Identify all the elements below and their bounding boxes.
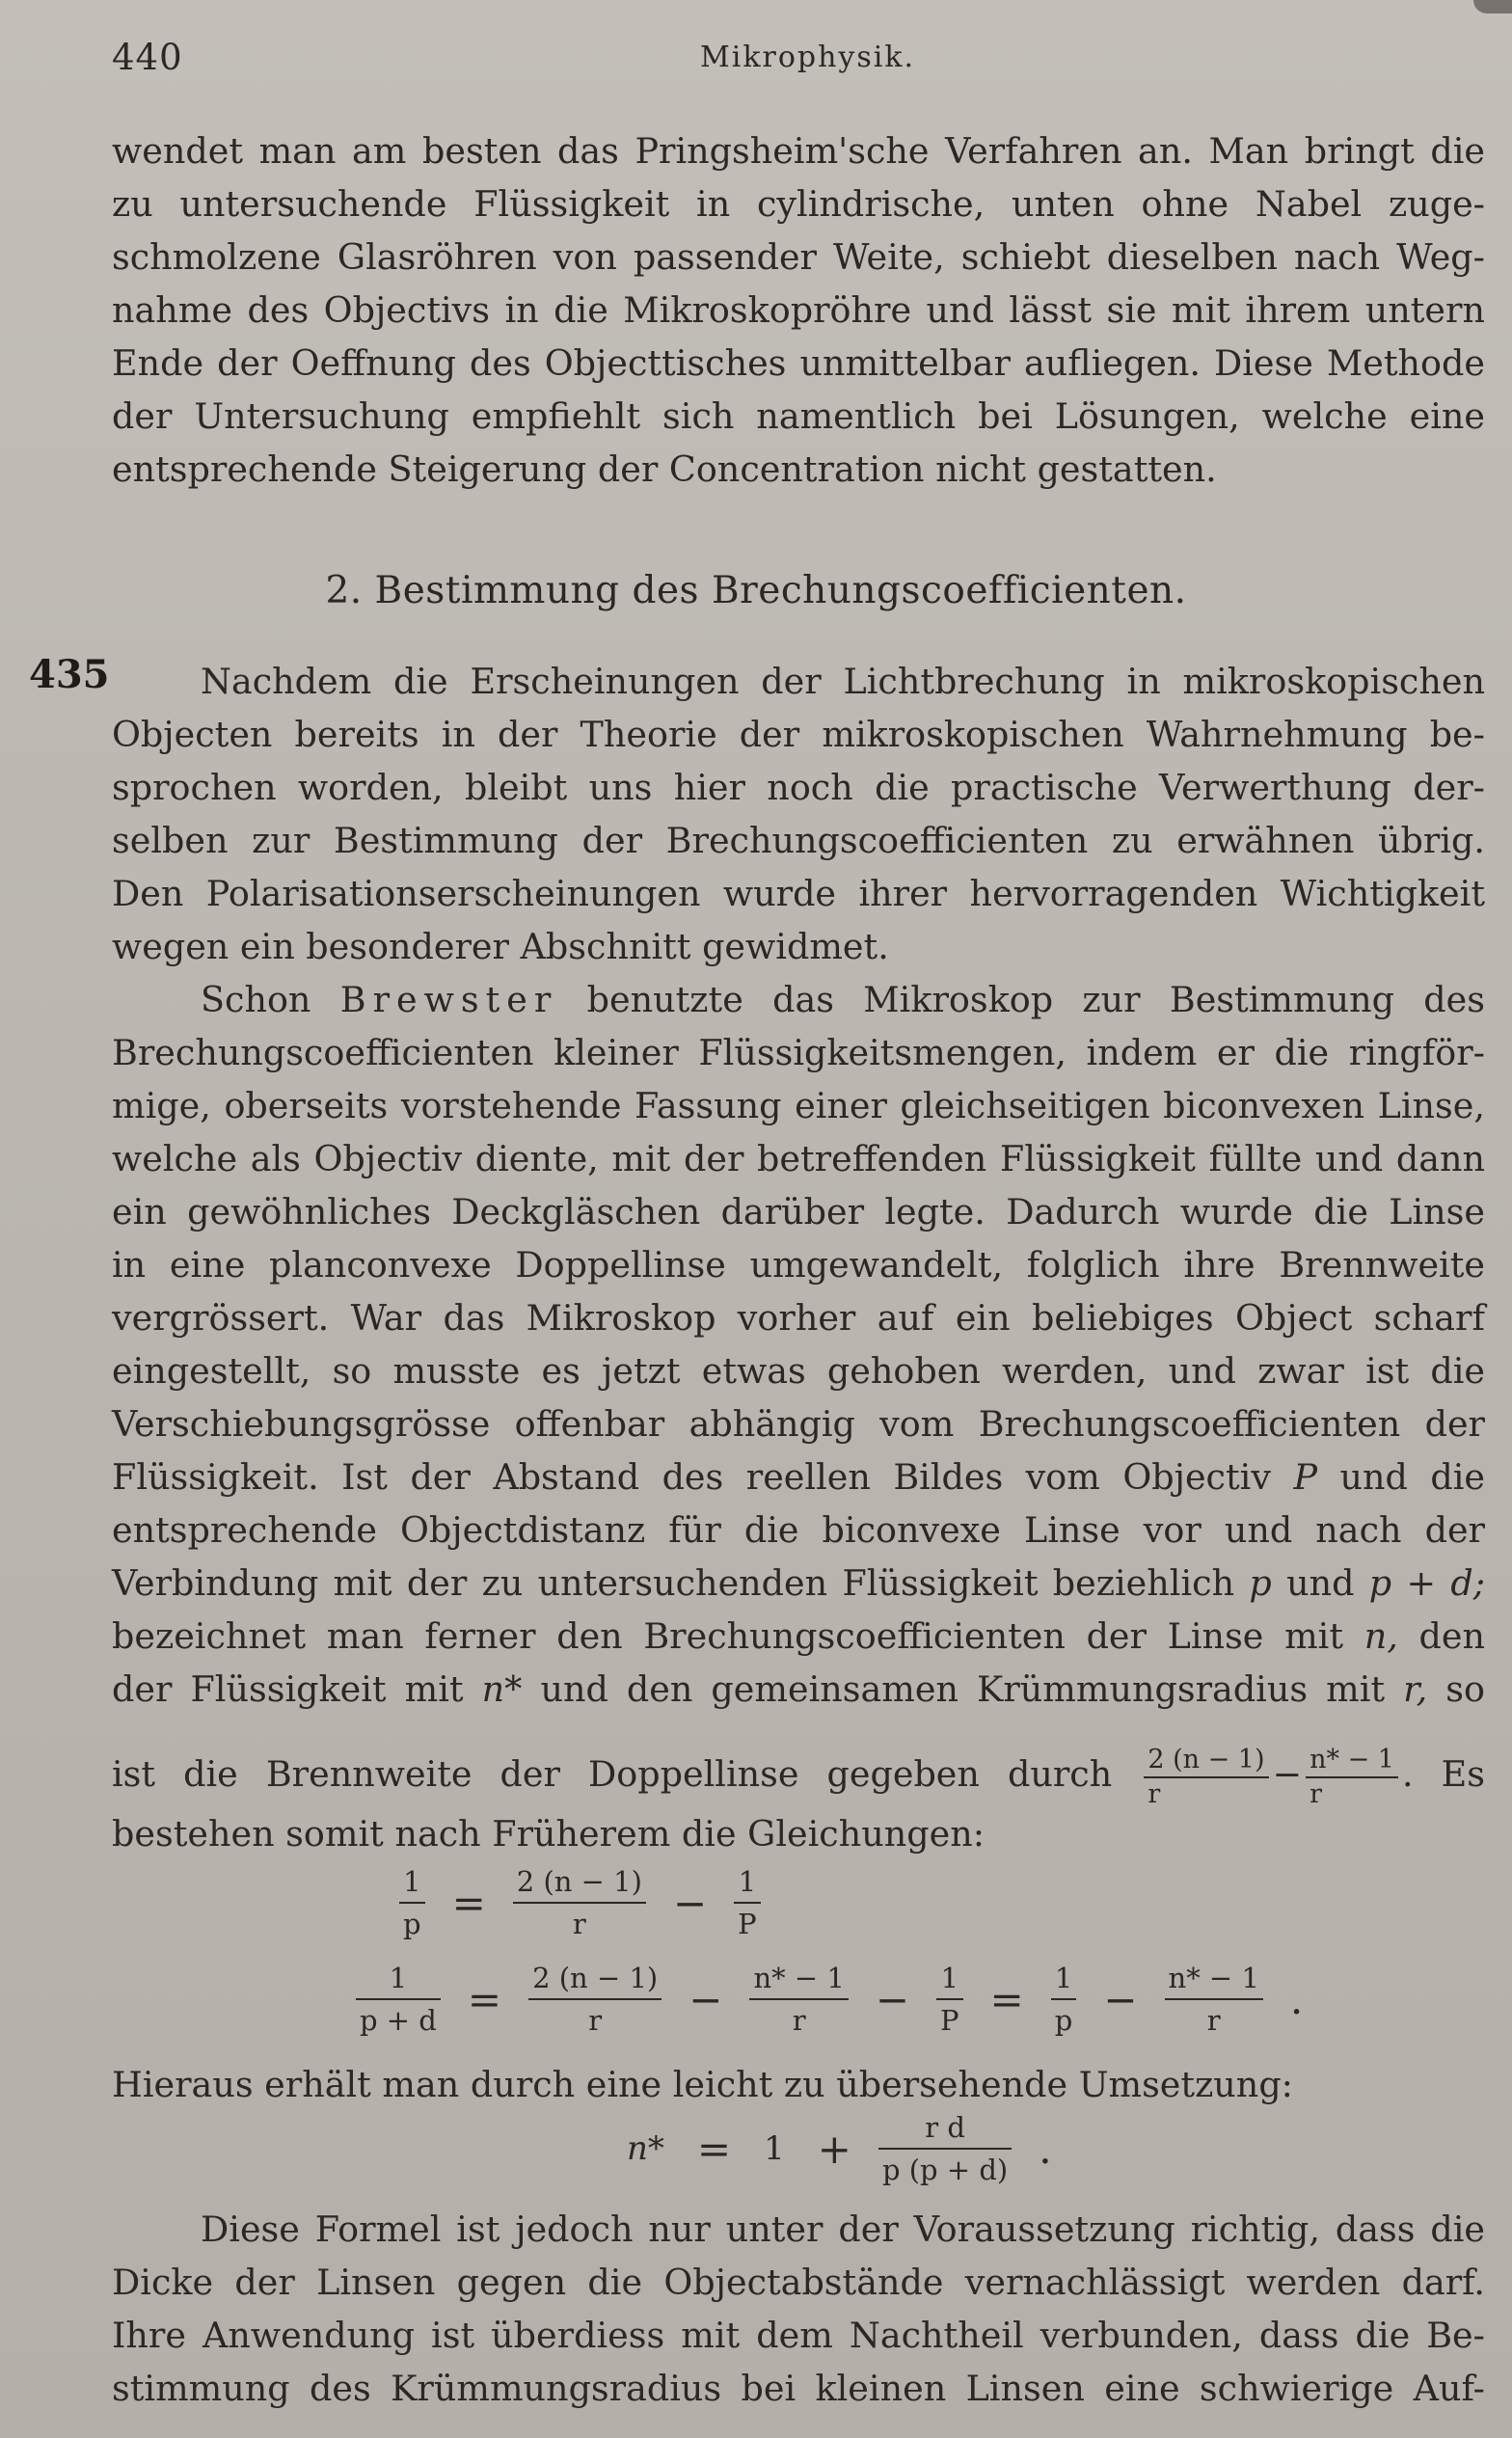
author-name: Brewster <box>339 979 558 1020</box>
fraction: $\frac{n* - 1}{r}$ <box>749 1958 848 2041</box>
text-line: Verschiebungsgrösse offenbar abhängig vom Brechungscoefficienten der <box>112 1403 1485 1445</box>
text-line: eingestellt, so musste es jetzt etwas gehoben werden, und zwar ist die <box>112 1350 1485 1392</box>
text-line: Ende der Oeffnung des Objecttisches unmittelbar aufliegen. Diese Methode <box>112 342 1485 384</box>
text-line: sprochen worden, bleibt uns hier noch die practische Verwerthung der- <box>112 767 1485 808</box>
fraction: $\frac{1}{p}$ <box>1051 1958 1077 2041</box>
text-line: entsprechende Steigerung der Concentration nicht gestatten. <box>112 448 1217 490</box>
fraction: $\frac{n* - 1}{r}$ <box>1306 1744 1398 1811</box>
running-title: Mikrophysik. <box>700 41 916 74</box>
text-line: Verbindung mit der zu untersuchenden Flüssigkeit beziehlich p und p + d; <box>112 1562 1486 1604</box>
text-line: Brechungscoefficienten kleiner Flüssigkeitsmengen, indem er die ringför- <box>112 1032 1485 1073</box>
text-line: Den Polarisationserscheinungen wurde ihrer hervorragenden Wichtigkeit <box>112 873 1485 914</box>
text-line: wegen ein besonderer Abschnitt gewidmet. <box>112 926 889 967</box>
page-number: 440 <box>112 37 183 78</box>
fraction: $\frac{1}{p + d}$ <box>356 1958 441 2041</box>
text-line: Dicke der Linsen gegen die Objectabstände vernachlässigt werden darf. <box>112 2262 1485 2303</box>
fraction: $\frac{1}{P}$ <box>936 1958 963 2041</box>
text-line: zu untersuchende Flüssigkeit in cylindrische, unten ohne Nabel zuge- <box>112 183 1485 225</box>
page-corner-blot <box>1473 0 1512 14</box>
text-line: welche als Objectiv diente, mit der betreffenden Flüssigkeit füllte und dann <box>112 1138 1485 1179</box>
margin-paragraph-number: 435 <box>29 652 110 697</box>
text-line: bestehen somit nach Früherem die Gleichungen: <box>112 1813 985 1855</box>
text-line: wendet man am besten das Pringsheim'sche Verfahren an. Man bringt die <box>112 130 1485 172</box>
running-head <box>112 37 1481 85</box>
text-line: vergrössert. War das Mikroskop vorher auf ein beliebiges Object scharf <box>112 1297 1485 1339</box>
text-line: stimmung des Krümmungsradius bei kleinen Linsen eine schwierige Auf- <box>112 2368 1485 2409</box>
fraction: $\frac{2 (n - 1)}{r}$ <box>528 1958 662 2041</box>
text-line: ein gewöhnliches Deckgläschen darüber legte. Dadurch wurde die Linse <box>112 1191 1485 1233</box>
text-line: schmolzene Glasröhren von passender Weite, schiebt dieselben nach Weg- <box>112 236 1485 278</box>
fraction: $\frac{1}{p}$ <box>399 1861 425 1944</box>
equation-2: $\frac{1}{p + d}$ = $\frac{2 (n - 1)}{r}$ − $\frac{n* - 1}{r}$ − $\frac{1}{P}$ = $\frac{1}{p}$ − $\frac{n* - 1}{r}$ . <box>352 1958 1312 2041</box>
equation-1: $\frac{1}{p}$ = $\frac{2 (n - 1)}{r}$ − $\frac{1}{P}$ <box>395 1861 765 1944</box>
text-line: nahme des Objectivs in die Mikroskopröhre und lässt sie mit ihrem untern <box>112 289 1485 331</box>
fraction: $\frac{2 (n - 1)}{r}$ <box>1144 1744 1268 1811</box>
fraction: $\frac{\text{r d}}{p (p + d)}$ <box>878 2107 1012 2190</box>
text-line: Schon Brewster benutzte das Mikroskop zur Bestimmung des <box>201 979 1485 1020</box>
text-line: mige, oberseits vorstehende Fassung einer gleichseitigen biconvexen Linse, <box>112 1085 1485 1126</box>
text-line-with-formula: ist die Brennweite der Doppellinse gegeben durch $\frac{2 (n - 1)}{r}$ − $\frac{n* - 1}{r}$ . Es <box>112 1744 1485 1809</box>
fraction: $\frac{n* - 1}{r}$ <box>1165 1958 1263 2041</box>
section-heading: 2. Bestimmung des Brechungscoefficienten. <box>325 569 1187 612</box>
equation-3: n* = 1 + $\frac{\text{r d}}{p (p + d)}$ . <box>617 2107 1062 2190</box>
text-line: selben zur Bestimmung der Brechungscoefficienten zu erwähnen übrig. <box>112 820 1485 861</box>
fraction: $\frac{2 (n - 1)}{r}$ <box>513 1861 646 1944</box>
text-line: Ihre Anwendung ist überdiess mit dem Nachtheil verbunden, dass die Be- <box>112 2315 1485 2356</box>
fraction: $\frac{1}{P}$ <box>734 1861 761 1944</box>
text-line: entsprechende Objectdistanz für die biconvexe Linse vor und nach der <box>112 1509 1485 1551</box>
text-line: bezeichnet man ferner den Brechungscoefficienten der Linse mit n, den <box>112 1615 1485 1657</box>
text-line: der Flüssigkeit mit n* und den gemeinsamen Krümmungsradius mit r, so <box>112 1668 1485 1710</box>
text-line: Nachdem die Erscheinungen der Lichtbrechung in mikroskopischen <box>201 661 1485 702</box>
text-line: Objecten bereits in der Theorie der mikroskopischen Wahrnehmung be- <box>112 714 1485 755</box>
text-line: der Untersuchung empfiehlt sich namentlich bei Lösungen, welche eine <box>112 395 1485 437</box>
text-line: Diese Formel ist jedoch nur unter der Voraussetzung richtig, dass die <box>201 2208 1485 2250</box>
text-line: in eine planconvexe Doppellinse umgewandelt, folglich ihre Brennweite <box>112 1244 1485 1286</box>
text-line: Flüssigkeit. Ist der Abstand des reellen Bildes vom Objectiv P und die <box>112 1456 1485 1498</box>
text-line: Hieraus erhält man durch eine leicht zu übersehende Umsetzung: <box>112 2064 1293 2105</box>
